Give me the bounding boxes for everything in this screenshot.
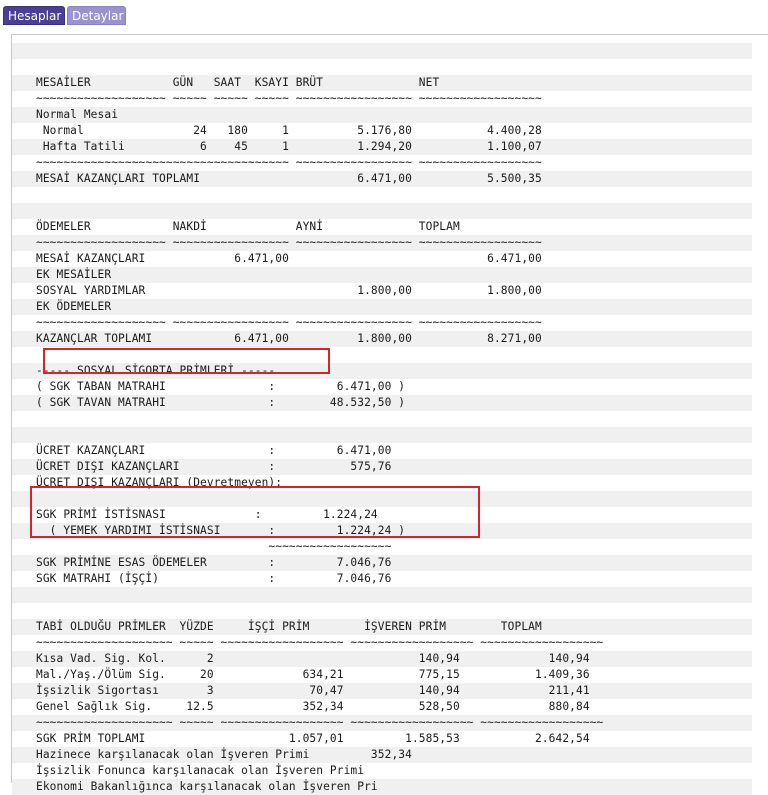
report-row xyxy=(12,155,752,171)
report-row xyxy=(12,75,752,91)
report-line-text: ~~~~~~~~~~~~~~~~~~~ ~~~~~~~~~~~~~~~~~ ~~~~~~~~~~~~~~~~~ ~~~~~~~~~~~~~~~~~~ xyxy=(36,316,542,329)
report-line-text: Kısa Vad. Sig. Kol. 2 140,94 140,94 xyxy=(36,652,590,665)
report-line-text: MESAİ KAZANÇLARI 6.471,00 6.471,00 xyxy=(36,252,542,265)
report-row xyxy=(12,411,752,427)
report-line-text: SGK PRİM TOPLAMI 1.057,01 1.585,53 2.642,54 xyxy=(36,732,590,745)
report-row xyxy=(12,251,752,267)
report-row xyxy=(12,555,752,571)
report-line-text: ~~~~~~~~~~~~~~~~~~~ ~~~~~ ~~~~~ ~~~~~ ~~~~~~~~~~~~~~~~~ ~~~~~~~~~~~~~~~~~~ xyxy=(36,92,542,105)
report-line-text: ( SGK TABAN MATRAHI : 6.471,00 ) xyxy=(36,380,406,393)
report-row xyxy=(12,683,752,699)
report-row xyxy=(12,539,752,555)
report-row xyxy=(12,427,752,443)
report-row xyxy=(12,43,752,59)
report-row xyxy=(12,235,752,251)
highlight-box-sgk-header xyxy=(43,348,330,374)
report-line-text: ~~~~~~~~~~~~~~~~~~~ ~~~~~~~~~~~~~~~~~ ~~~~~~~~~~~~~~~~~ ~~~~~~~~~~~~~~~~~~ xyxy=(36,236,542,249)
report-line-text: MESAİLER GÜN SAAT KSAYI BRÜT NET xyxy=(36,76,440,89)
report-row xyxy=(12,443,752,459)
report-row xyxy=(12,139,752,155)
report-panel xyxy=(11,34,768,793)
report-row xyxy=(12,731,752,747)
report-row xyxy=(12,715,752,731)
report-row xyxy=(12,203,752,219)
report-row xyxy=(12,379,752,395)
report-line-text: MESAİ KAZANÇLARI TOPLAMI 6.471,00 5.500,35 xyxy=(36,172,542,185)
report-row xyxy=(12,619,752,635)
report-row xyxy=(12,667,752,683)
highlight-box-sgk-istisna xyxy=(30,486,480,538)
report-row xyxy=(12,635,752,651)
report-row xyxy=(12,779,752,795)
report-row xyxy=(12,91,752,107)
report-line-text: Normal Mesai xyxy=(36,108,119,121)
report-line-text: EK ÖDEMELER xyxy=(36,300,112,313)
report-row xyxy=(12,283,752,299)
report-line-text: SOSYAL YARDIMLAR 1.800,00 1.800,00 xyxy=(36,284,542,297)
report-row xyxy=(12,59,752,75)
report-line-text: Normal 24 180 1 5.176,80 4.400,28 xyxy=(36,124,542,137)
report-line-text: Hafta Tatili 6 45 1 1.294,20 1.100,07 xyxy=(36,140,542,153)
report-row xyxy=(12,299,752,315)
report-row xyxy=(12,587,752,603)
report-line-text: ~~~~~~~~~~~~~~~~~~~~~~~~~~~~~~~~~~~~~ ~~~~~~~~~~~~~~~~~ ~~~~~~~~~~~~~~~~~~ xyxy=(36,156,542,169)
tab-hesaplar[interactable]: Hesaplar xyxy=(3,6,65,25)
report-line-text: TABİ OLDUĞU PRİMLER YÜZDE İŞÇİ PRİM İŞVEREN PRİM TOPLAM xyxy=(36,620,542,633)
report-line-text: ÜCRET DIŞI KAZANÇLARI (Devretmeyen): xyxy=(36,476,283,489)
report-line-text: ( YEMEK YARDIMI İSTİSNASI : 1.224,24 ) xyxy=(36,524,406,537)
tab-detaylar[interactable]: Detaylar xyxy=(67,6,126,25)
report-line-text: ~~~~~~~~~~~~~~~~~~~~ ~~~~~ ~~~~~~~~~~~~~~~~~~ ~~~~~~~~~~~~~~~~~~ ~~~~~~~~~~~~~~~~~~ xyxy=(36,716,604,729)
report-row xyxy=(12,747,752,763)
report-row xyxy=(12,699,752,715)
report-line-text: ÜCRET DIŞI KAZANÇLARI : 575,76 xyxy=(36,460,392,473)
report-line-text: KAZANÇLAR TOPLAMI 6.471,00 1.800,00 8.271,00 xyxy=(36,332,542,345)
report-line-text: ÜCRET KAZANÇLARI : 6.471,00 xyxy=(36,444,392,457)
report-row xyxy=(12,331,752,347)
report-row xyxy=(12,459,752,475)
report-row xyxy=(12,603,752,619)
report-row xyxy=(12,187,752,203)
report-line-text: İşsizlik Fonunca karşılanacak olan İşveren Primi xyxy=(36,764,365,777)
report-row xyxy=(12,171,752,187)
report-row xyxy=(12,763,752,779)
report-line-text: SGK PRİMİ İSTİSNASI : 1.224,24 xyxy=(36,508,378,521)
report-row xyxy=(12,651,752,667)
report-line-text: Hazinece karşılanacak olan İşveren Primi 352,34 xyxy=(36,748,412,761)
tab-bar xyxy=(0,0,767,30)
report-row xyxy=(12,107,752,123)
report-line-text: EK MESAİLER xyxy=(36,268,112,281)
report-line-text: ~~~~~~~~~~~~~~~~~~~~ ~~~~~ ~~~~~~~~~~~~~~~~~~ ~~~~~~~~~~~~~~~~~~ ~~~~~~~~~~~~~~~~~~ xyxy=(36,636,604,649)
report-line-text: Genel Sağlık Sig. 12.5 352,34 528,50 880,84 xyxy=(36,700,590,713)
report-line-text: Ekonomi Bakanlığınca karşılanacak olan İşveren Pri xyxy=(36,780,378,793)
report-row xyxy=(12,123,752,139)
report-row xyxy=(12,267,752,283)
report-line-text: ----- SOSYAL SİGORTA PRİMLERİ ----- xyxy=(36,364,276,377)
report-line-text: SGK PRİMİNE ESAS ÖDEMELER : 7.046,76 xyxy=(36,556,392,569)
report-line-text: ( SGK TAVAN MATRAHI : 48.532,50 ) xyxy=(36,396,406,409)
report-line-text: SGK MATRAHI (İŞÇİ) : 7.046,76 xyxy=(36,572,392,585)
report-row xyxy=(12,315,752,331)
report-row xyxy=(12,571,752,587)
report-row xyxy=(12,219,752,235)
report-line-text: ~~~~~~~~~~~~~~~~~~ xyxy=(36,540,392,553)
report-line-text: İşsizlik Sigortası 3 70,47 140,94 211,41 xyxy=(36,684,590,697)
report-line-text: ÖDEMELER NAKDİ AYNİ TOPLAM xyxy=(36,220,460,233)
report-row xyxy=(12,395,752,411)
report-line-text: Mal./Yaş./Ölüm Sig. 20 634,21 775,15 1.409,36 xyxy=(36,668,590,681)
